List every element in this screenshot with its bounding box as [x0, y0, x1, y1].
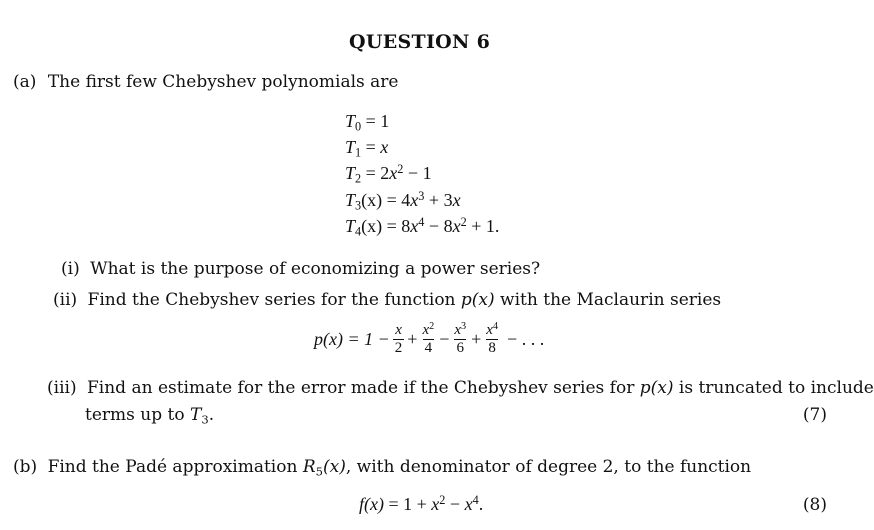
equation-t1: $T_1 = x$: [345, 137, 389, 160]
sub-question-i: [61, 259, 540, 279]
equation-t4: $T_4(x) = 8x^4 - 8x^2 + 1$.: [345, 214, 500, 239]
equation-t2: $T_2 = 2x^2 - 1$: [345, 161, 432, 186]
part-b-label: (b): [13, 457, 38, 477]
sub-i-text: What is the purpose of economizing a power series?: [90, 259, 541, 279]
part-b-marks: (8): [802, 495, 827, 515]
equation-t0: $T_0 = 1$: [345, 111, 390, 134]
sub-i-label: (i): [61, 259, 80, 279]
fraction-x3-over-6: $\frac{x^3}{6}$: [454, 320, 467, 356]
part-a-intro-text: The first few Chebyshev polynomials are: [47, 72, 399, 92]
part-a-label: (a): [13, 72, 37, 92]
sub-ii-label: (ii): [53, 290, 78, 310]
fraction-x2-over-4: $\frac{x^2}{4}$: [422, 320, 435, 356]
function-f-equation: $f(x) = 1 + x^2 - x^4$.: [359, 492, 484, 514]
maclaurin-series-equation: p(x) = 1 − $\frac{x}{2}$ + $\frac{x^2}{4}$ − $\frac{x^3}{6}$ + $\frac{x^4}{8}$ − . . .: [314, 320, 545, 356]
fraction-x-over-2: $\frac{x}{2}$: [394, 322, 403, 356]
question-title: QUESTION 6: [349, 31, 491, 53]
part-a-intro: [13, 72, 398, 92]
part-b-question: (b) Find the Padé approximation $R_5(x)$, with denominator of degree 2, to the function: [13, 457, 752, 479]
sub-question-iii-line2: terms up to $T_3$.: [85, 405, 215, 427]
sub-iii-label: (iii): [47, 378, 77, 398]
part-a-marks: (7): [802, 405, 827, 425]
sub-question-ii: (ii) Find the Chebyshev series for the function p(x) with the Maclaurin series: [53, 290, 722, 310]
sub-question-iii: (iii) Find an estimate for the error made if the Chebyshev series for p(x) is truncated to include: [47, 378, 874, 398]
equation-t3: $T_3(x) = 4x^3 + 3x$: [345, 188, 461, 213]
fraction-x4-over-8: $\frac{x^4}{8}$: [486, 320, 499, 356]
